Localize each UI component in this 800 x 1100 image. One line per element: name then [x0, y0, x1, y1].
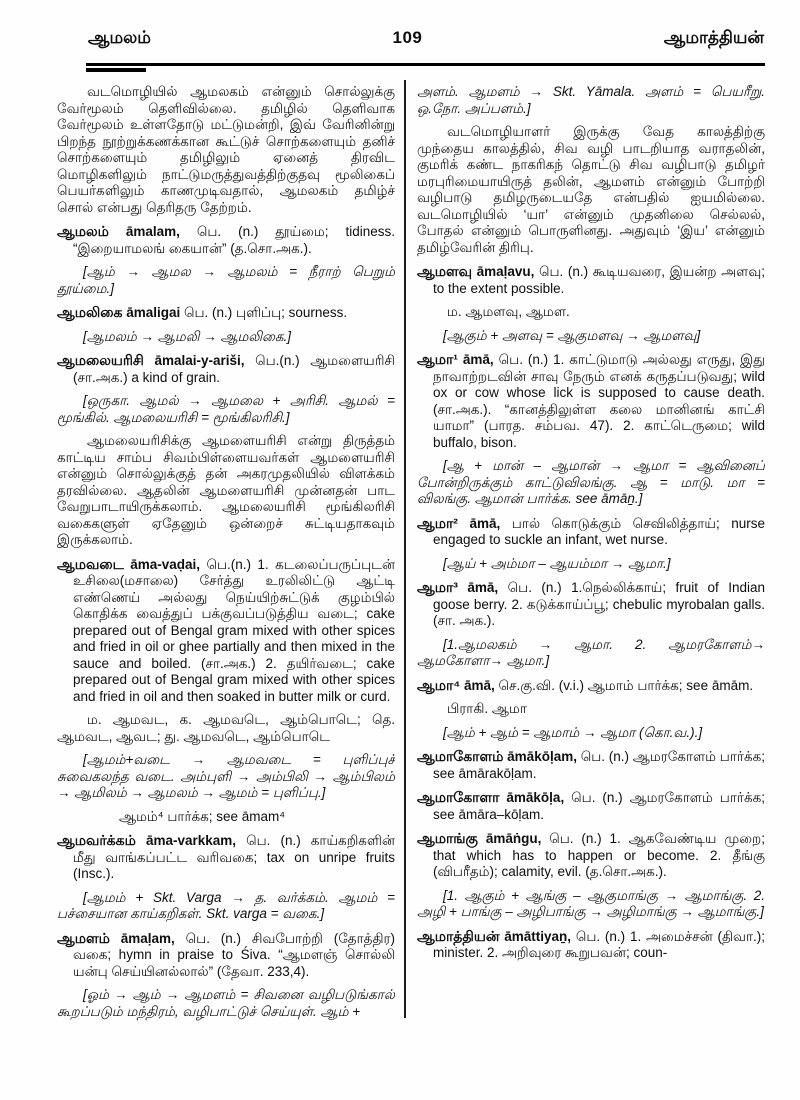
dict-entry — [417, 515, 765, 549]
definition-text: பெ. (n.) 1. அமைச்சன் (திவா.); minister. 2. அறிவுரை கூறுபவன்; coun- — [433, 928, 765, 960]
dict-entry — [417, 263, 765, 297]
definition-text: பெ. (n.) சிவபோற்றி (தோத்திர) வகை; hymn in praise to Śiva. “ஆமளஞ் சொல்லி யன்பு செய்யினல்லால்” (தேவா. 233,4). — [73, 930, 395, 979]
column-divider — [404, 80, 406, 1018]
dict-entry — [57, 223, 395, 257]
etymology-note: [1.ஆமலகம் → ஆமா. 2. ஆமரகோளம்→ ஆமகோளா→ ஆமா.] — [417, 636, 765, 668]
left-column — [57, 84, 395, 1024]
dict-entry — [417, 579, 765, 630]
running-header — [88, 28, 764, 50]
definition-text: பெ. (n.) புளிப்பு; sourness. — [184, 305, 348, 320]
header-rule — [86, 63, 765, 66]
transliteration: āmalai-y-ariši, — [154, 353, 245, 368]
dict-entry — [57, 304, 395, 322]
definition-text: பெ. (n.) ஆமரகோளம் பார்க்க; see āmārakōḷam. — [433, 749, 765, 781]
transliteration: āmaḷam, — [120, 930, 175, 946]
etymology-note-continued: அளம். ஆமளம் → Skt. Yāmala. அளம் = பெயரீறு. ஒ.நோ. அப்பளம்.] — [417, 84, 765, 116]
definition-text: பெ. (n.) கூடியவரை, இயன்ற அளவு; to the extent possible. — [433, 264, 765, 296]
headword: ஆமா⁴ — [417, 676, 461, 693]
etymology-note: [ஆம் → ஆமல → ஆமலம் = நீராற் பெறும் தூய்மை.] — [57, 264, 395, 296]
dict-entry — [417, 677, 765, 695]
dict-entry — [417, 351, 765, 451]
definition-text: பெ.(n.) 1. கடலைப்பருப்புடன் உசிலை(மசாலை) சேர்த்து உரலிலிட்டு ஆட்டி எண்ணெய் அல்லது நெய்யிற்சுட்டுக் குழம்பில் கொதிக்க வைத்துப் பக்குவப்படுத்திய வடை; cake prepared out of Bengal gram mixed with other spices and fried in oil or ghee partially and then mixed in the sauce and boiled. (சா.அக.) 2. தயிர்வடை; cake prepared out of Bengal gram mixed with other spices and fried in oil and then soaked in butter milk or curd. — [73, 556, 395, 704]
transliteration: āmākōḷam, — [507, 749, 577, 764]
dialect-note: ம. ஆமவட, க. ஆமவடெ, ஆம்பொடெ; தெ. ஆமவட, ஆவட; து. ஆமவடெ, ஆம்பொடெ — [57, 712, 395, 744]
dict-entry — [417, 748, 765, 782]
etymology-note: [ஆ + மான் – ஆமான் → ஆமா = ஆவினைப் போன்றிருக்கும் காட்டுவிலங்கு. ஆ = மாடு. மா = விலங்கு. ஆமான் பார்க்க. see āmāṉ.] — [417, 458, 765, 506]
etymology-note: [ஆகும் + அளவு = ஆகுமளவு → ஆமளவு] — [443, 327, 701, 343]
transliteration: āma-vaḍai, — [130, 556, 200, 572]
definition-text: பால் கொடுக்கும் செவிலித்தாய்; nurse engaged to suckle an infant, wet nurse. — [433, 515, 765, 547]
dialect-note: பிராகி. ஆமா — [447, 701, 527, 716]
definition-text: பெ. (n.) தூய்மை; tidiness. “இறையாமலங் கையான்” (த.சொ.அக.). — [73, 224, 395, 256]
dict-entry — [417, 830, 765, 881]
definition-text: பெ. (n.) 1.நெல்லிக்காய்; fruit of Indian goose berry. 2. கடுக்காய்ப்பூ; chebulic myrobalan galls. (சா. அக.). — [433, 580, 765, 628]
definition-text: பெ.(n.) ஆமளையரிசி (சா.அக.) a kind of grain. — [73, 353, 395, 385]
transliteration: āmāttiyaṉ, — [504, 928, 572, 944]
headword: ஆமளவு — [417, 263, 473, 279]
dict-entry — [57, 930, 395, 981]
dict-entry — [417, 789, 765, 823]
etymology-note: [ஆய் + அம்மா – ஆயம்மா → ஆமா.] — [443, 555, 671, 571]
transliteration: āmā, — [467, 580, 499, 595]
definition-text: பெ. (n.) 1. ஆகவேண்டிய முறை; that which has to happen or become. 2. தீங்கு (விபரீதம்); calamity, evil. (த.சொ.அக.). — [433, 831, 765, 879]
etymology-note: [ஆமம் + Skt. Varga → த. வர்க்கம். ஆமம் = பச்சையான காய்கறிகள். Skt. varga = வகை.] — [57, 889, 395, 921]
right-column — [417, 84, 765, 1024]
transliteration: āmaligai — [126, 305, 181, 320]
transliteration: āmā, — [469, 515, 501, 531]
transliteration: āmākōḷa, — [506, 790, 565, 805]
headword: ஆமவடை — [57, 555, 124, 572]
headword: ஆமாகோளம் — [417, 748, 504, 764]
dict-entry — [417, 928, 765, 962]
transliteration: āmā, — [462, 352, 494, 367]
running-head-right: ஆமாத்தியன் — [663, 28, 764, 47]
etymology-note: [ஆமலம் → ஆமலி → ஆமலிகை.] — [83, 328, 292, 344]
page-number: 109 — [392, 28, 423, 47]
running-head-left: ஆமலம் — [88, 28, 151, 47]
headword: ஆமலையரிசி — [57, 352, 144, 368]
headword: ஆமா³ — [417, 579, 458, 595]
headword: ஆமா¹ — [417, 351, 458, 367]
dict-entry — [57, 832, 395, 883]
headword: ஆமாத்தியன் — [417, 927, 500, 944]
dict-entry — [57, 556, 395, 706]
headword: ஆமலம் — [57, 223, 109, 239]
transliteration: āmā, — [463, 677, 495, 693]
dialect-note: ம. ஆமளவு, ஆமள. — [447, 304, 570, 319]
paragraph: ஆமலையரிசிக்கு ஆமளையரிசி என்று திருத்தம் காட்டிய சாம்ப சிவம்பிள்ளையவர்கள் ஆமளையரிசி என்னும் சொல்லுக்குத் தன் அகரமுதலியில் விளக்கம் தரவில்லை. ஆதலின் ஆமளையரிசி முன்னதன் பாட வேறுபாடாயிருக்கலாம். ஆமலையரிசி மூங்கிலரிசி வகைகளுள் ஏதேனும் ஒன்றைச் சுட்டியதாகவும் இருக்கலாம். — [57, 433, 395, 547]
header-rule-accent — [86, 68, 146, 72]
etymology-note: [ஒருகா. ஆமல் → ஆமலை + அரிசி. ஆமல் = மூங்கில். ஆமலையரிசி = மூங்கிலரிசி.] — [57, 393, 395, 425]
headword: ஆமாங்கு — [417, 830, 478, 846]
headword: ஆமா² — [417, 514, 458, 531]
transliteration: āmalam, — [125, 224, 180, 239]
etymology-note: [ஓம் → ஆம் → ஆமளம் = சிவனை வழிபடுங்கால் கூறப்படும் மந்திரம், வழிபாட்டுச் செய்யுள். ஆம் + — [57, 987, 395, 1019]
transliteration: āmāṅgu, — [485, 831, 542, 846]
definition-text: பெ. (n.) ஆமரகோளம் பார்க்க; see āmāra–kōḷam. — [433, 790, 765, 822]
etymology-note: [ஆம் + ஆம் = ஆமாம் → ஆமா (கொ.வ.).] — [443, 724, 703, 740]
transliteration: āmaḷavu, — [476, 264, 535, 279]
definition-text: பெ. (n.) 1. காட்டுமாடு அல்லது எருது, இது நாவாற்றடவின் சாவு நேரும் எனக் கருதப்படுவது; wild ox or cow whose lick is supposed to cause death. (சா.அக.). “கானத்திலுள்ள கலை மானினங் காட்சி யாமா” (பாரத. சம்பவ. 47). 2. காட்டெருமை; wild buffalo, bison. — [433, 352, 765, 450]
headword: ஆமாகோளா — [417, 789, 500, 805]
paragraph: வடமொழியில் ஆமலகம் என்னும் சொல்லுக்கு வேர்மூலம் தெளிவில்லை. தமிழில் தெளிவாக வேர்மூலம் உள்ளதோடு மட்டுமன்றி, இவ் வேரினின்று பிறந்த நூற்றுக்கணக்கான கூட்டுச் சொற்களையும் தனிச் சொற்களையும் தமிழிலும் ஏனைத் திரவிட மொழிகளிலும் நாட்டுமருத்துவத்திற்குதவு மூலிகைப் பெயர்களிலும் காணமுடிவதால், ஆமலகம் தமிழ்ச் சொல் என்பது தெரிதரு தேற்றம். — [57, 84, 395, 215]
etymology-note: [1. ஆகும் + ஆங்கு – ஆகுமாங்கு → ஆமாங்கு. 2. அழி + பாங்கு – அழிபாங்கு → அழிமாங்கு → ஆமாங்கு.] — [417, 887, 765, 919]
dict-entry — [57, 352, 395, 386]
headword: ஆமளம் — [57, 929, 110, 946]
definition-text: செ.கு.வி. (v.i.) ஆமாம் பார்க்க; see āmām. — [498, 677, 754, 693]
definition-text: பெ. (n.) காய்கறிகளின் மீது வாங்கப்பட்ட வரிவகை; tax on unripe fruits (Insc.). — [73, 833, 395, 881]
headword: ஆமவர்க்கம் — [57, 832, 136, 848]
headword: ஆமலிகை — [57, 304, 123, 320]
paragraph: வடமொழியாளர் இருக்கு வேத காலத்திற்கு முந்தைய காலத்தில், சிவ வழி பாடறியாத வராதலின், குமரிக் கண்ட நாகரிகந் தொட்டு சிவ வழிபாடு தமிழர் மரபுரிமையாயிருத் தலின், ஆமளம் என்னும் போற்றி வழிபாடு தமிழருடையதே என்பதில் ஐயமில்லை. வடமொழியில் ‘யா’ என்னும் முதனிலை செல்லல், போதல் என்னும் பொருளினது. அதுவும் ‘இய’ என்னும் தமிழ்வேரின் திரிபு. — [417, 124, 765, 255]
etymology-note: [ஆமம்+வடை → ஆமவடை = புளிப்புச் சுவைகலந்த வடை. அம்புளி → அம்பிலி → ஆம்பிலம் → ஆமிலம் → ஆமலம் → ஆமம் = புளிப்பு.] — [57, 752, 395, 800]
cross-reference: ஆமம்⁴ பார்க்க; see āmam⁴ — [119, 808, 286, 824]
transliteration: āma-varkkam, — [145, 833, 237, 848]
